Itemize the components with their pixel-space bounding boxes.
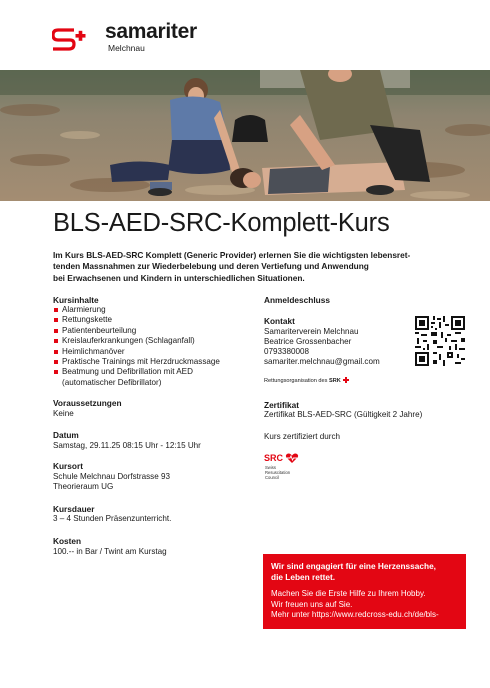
qr-code-icon[interactable] <box>415 316 465 366</box>
promo-headline <box>271 561 436 583</box>
zertifikat-heading: Zertifikat <box>264 400 300 410</box>
src-line: Resuscitation <box>265 470 291 475</box>
list-item-continuation: (automatischer Defibrillator) <box>62 377 162 387</box>
srk-line <box>264 377 349 384</box>
promo-headline-line: Wir sind engagiert für eine Herzenssache, <box>271 561 436 571</box>
voraussetzungen-heading: Voraussetzungen <box>53 398 122 408</box>
list-item: Rettungskette <box>53 315 220 325</box>
src-line: Council <box>265 475 279 480</box>
list-item: Praktische Trainings mit Herzdruckmassage <box>53 357 220 367</box>
datum-heading: Datum <box>53 430 79 440</box>
promo-link[interactable]: Mehr unter https://www.redcross-edu.ch/de/bls- <box>271 610 439 619</box>
zertifikat-text: Zertifikat BLS-AED-SRC (Gültigkeit 2 Jahre) <box>264 410 423 419</box>
kontakt-email[interactable]: samariter.melchnau@gmail.com <box>264 357 380 366</box>
kontakt-phone: 0793380008 <box>264 347 310 356</box>
list-item: Patientenbeurteilung <box>53 326 220 336</box>
brand-name: samariter <box>105 20 197 43</box>
src-logo <box>264 453 324 485</box>
kosten-text: 100.-- in Bar / Twint am Kurstag <box>53 547 167 556</box>
kursort-line2: Theorieraum UG <box>53 482 114 491</box>
list-item: Alarmierung <box>53 305 220 315</box>
promo-box <box>263 554 466 629</box>
intro-line: bei Erwachsenen und Kindern in unterschiedlichen Situationen. <box>53 272 305 283</box>
kursdauer-text: 3 – 4 Stunden Präsenzunterricht. <box>53 514 172 523</box>
cpr-training-photo <box>0 70 490 201</box>
list-item: Beatmung und Defibrillation mit AED <box>53 367 220 377</box>
promo-body <box>271 589 461 621</box>
kontakt-org: Samariterverein Melchnau <box>264 327 359 336</box>
red-cross-icon <box>343 377 349 383</box>
promo-headline-line: die Leben rettet. <box>271 572 336 582</box>
zertifikat-certified-by: Kurs zertifiziert durch <box>264 432 341 441</box>
kursort-heading: Kursort <box>53 461 83 471</box>
intro-text <box>53 250 458 284</box>
list-item: Heimlichmanöver <box>53 347 220 357</box>
intro-line: tenden Massnahmen zur Wiederbelebung und deren Vertiefung und Anwendung <box>53 261 369 272</box>
anmeldeschluss-heading: Anmeldeschluss <box>264 295 330 305</box>
datum-text: Samstag, 29.11.25 08:15 Uhr - 12:15 Uhr <box>53 441 201 450</box>
kursdauer-heading: Kursdauer <box>53 504 95 514</box>
intro-line: Im Kurs BLS-AED-SRC Komplett (Generic Provider) erlernen Sie die wichtigsten lebensret- <box>53 250 411 260</box>
samariter-logo-icon <box>52 27 86 53</box>
brand-section: Melchnau <box>108 43 145 53</box>
promo-body-line: Machen Sie die Erste Hilfe zu Ihrem Hobby. <box>271 589 426 598</box>
srk-line-text: Rettungsorganisation des <box>264 378 329 384</box>
kontakt-heading: Kontakt <box>264 316 295 326</box>
page-title: BLS-AED-SRC-Komplett-Kurs <box>53 209 390 237</box>
kursinhalte-list <box>53 305 220 388</box>
promo-body-line: Wir freuen uns auf Sie. <box>271 599 353 609</box>
src-abbr: SRC <box>264 453 284 463</box>
srk-brand: SRK <box>329 378 341 384</box>
heart-icon <box>285 453 299 464</box>
kursinhalte-heading: Kursinhalte <box>53 295 99 305</box>
kursort-line1: Schule Melchnau Dorfstrasse 93 <box>53 472 170 481</box>
voraussetzungen-text: Keine <box>53 409 74 418</box>
list-item: Kreislauferkrankungen (Schlaganfall) <box>53 336 220 346</box>
kontakt-person: Beatrice Grossenbacher <box>264 337 352 346</box>
kosten-heading: Kosten <box>53 536 82 546</box>
src-line: Swiss <box>265 465 276 470</box>
